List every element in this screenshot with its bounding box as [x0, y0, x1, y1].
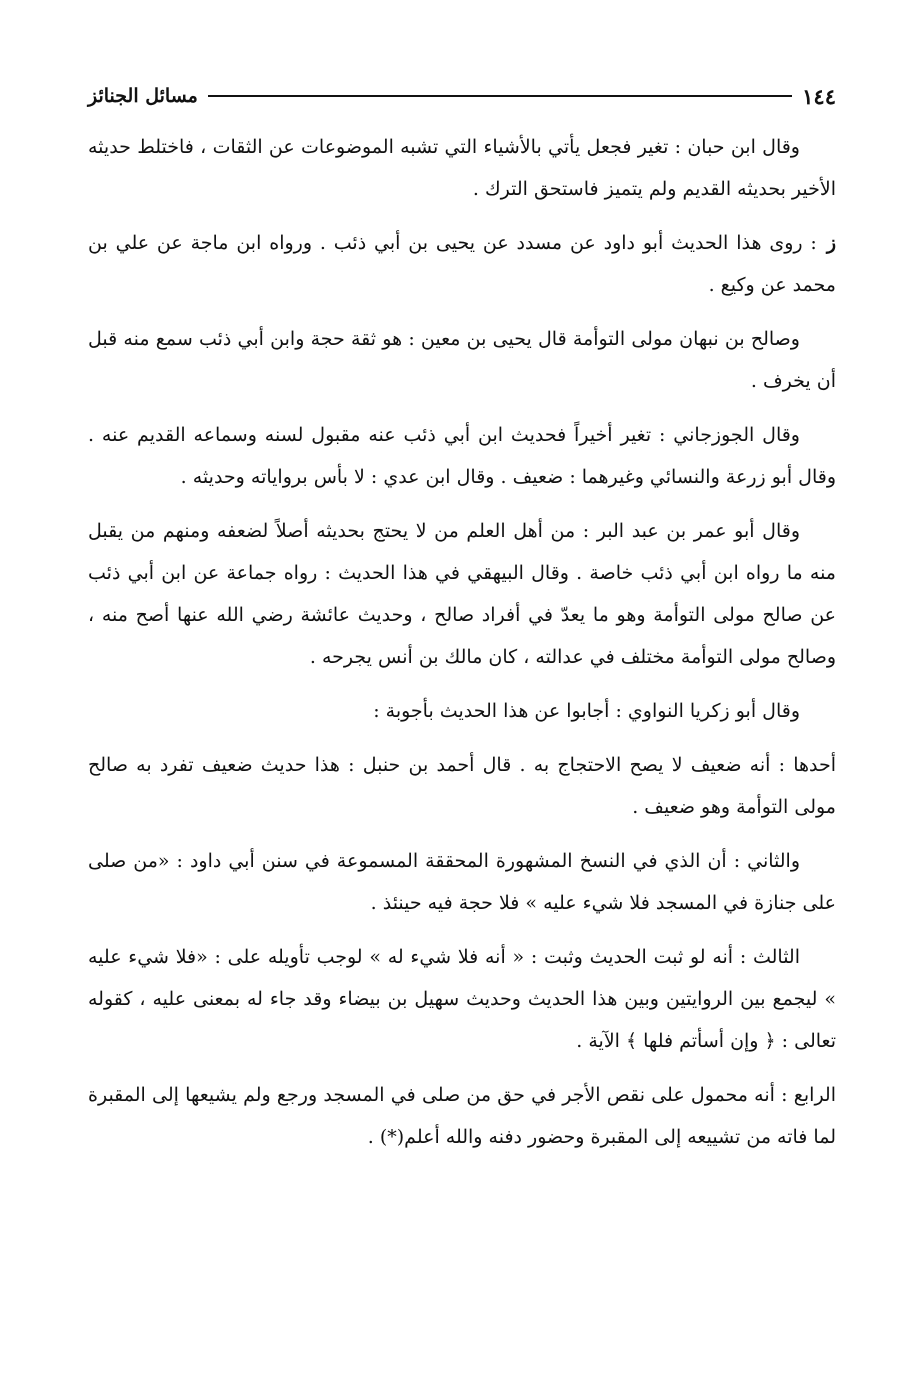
- paragraph-text: وقال أبو زكريا النواوي : أجابوا عن هذا الحديث بأجوبة :: [373, 700, 800, 722]
- header-rule: [208, 95, 792, 97]
- page-number: ١٤٤: [802, 83, 836, 109]
- paragraph: [88, 1074, 836, 1158]
- paragraph: [88, 510, 836, 678]
- paragraph-text: والثاني : أن الذي في النسخ المشهورة المحققة المسموعة في سنن أبي داود : «من صلى على جنازة في المسجد فلا شيء عليه » فلا حجة فيه حينئذ .: [88, 850, 836, 914]
- paragraph-text: وقال ابن حبان : تغير فجعل يأتي بالأشياء التي تشبه الموضوعات عن الثقات ، فاختلط حديثه الأخير بحديثه القديم ولم يتميز فاستحق الترك .: [88, 136, 836, 200]
- paragraph-text: وصالح بن نبهان مولى التوأمة قال يحيى بن معين : هو ثقة حجة وابن أبي ذئب سمع منه قبل أن يخرف .: [88, 328, 836, 392]
- paragraph: [88, 744, 836, 828]
- page-header: [88, 78, 836, 114]
- paragraph: [88, 318, 836, 402]
- paragraph: [88, 936, 836, 1062]
- paragraph: [88, 126, 836, 210]
- paragraph-text: الرابع : أنه محمول على نقص الأجر في حق من صلى في المسجد ورجع ولم يشيعها إلى المقبرة لما فاته من تشييعه إلى المقبرة وحضور دفنه والله أعلم(*) .: [88, 1084, 836, 1148]
- paragraph-text: الثالث : أنه لو ثبت الحديث وثبت : « أنه فلا شيء له » لوجب تأويله على : «فلا شيء عليه » ليجمع بين الروايتين وبين هذا الحديث وحديث سهيل بن بيضاء وقد جاء له بمعنى عليه ، كقوله تعالى : ﴿ وإن أسأتم فلها ﴾ الآية .: [88, 946, 836, 1052]
- paragraph: [88, 840, 836, 924]
- paragraph-text: : روى هذا الحديث أبو داود عن مسدد عن يحيى بن أبي ذئب . ورواه ابن ماجة عن علي بن محمد عن وكيع .: [88, 232, 836, 296]
- paragraph-text: وقال الجوزجاني : تغير أخيراً فحديث ابن أبي ذئب عنه مقبول لسنه وسماعه القديم عنه . وقال أبو زرعة والنسائي وغيرهما : ضعيف . وقال ابن عدي : لا بأس برواياته وحديثه .: [88, 424, 836, 488]
- paragraph: [88, 690, 836, 732]
- paragraph-text: وقال أبو عمر بن عبد البر : من أهل العلم من لا يحتج بحديثه أصلاً لضعفه ومنهم من يقبل منه ما رواه ابن أبي ذئب خاصة . وقال البيهقي في هذا الحديث : رواه جماعة عن ابن أبي ذئب عن صالح مولى التوأمة وهو ما يعدّ في أفراد صالح ، وحديث عائشة رضي الله عنها أصح منه ، وصالح مولى التوأمة مختلف في عدالته ، كان مالك بن أنس يجرحه .: [88, 520, 836, 668]
- paragraph-marker: ز: [826, 232, 836, 254]
- body-text: [88, 126, 836, 1170]
- running-title: مسائل الجنائز: [88, 85, 198, 107]
- paragraph: [88, 222, 836, 306]
- paragraph-text: أحدها : أنه ضعيف لا يصح الاحتجاج به . قال أحمد بن حنبل : هذا حديث ضعيف تفرد به صالح مولى التوأمة وهو ضعيف .: [88, 754, 836, 818]
- paragraph: [88, 414, 836, 498]
